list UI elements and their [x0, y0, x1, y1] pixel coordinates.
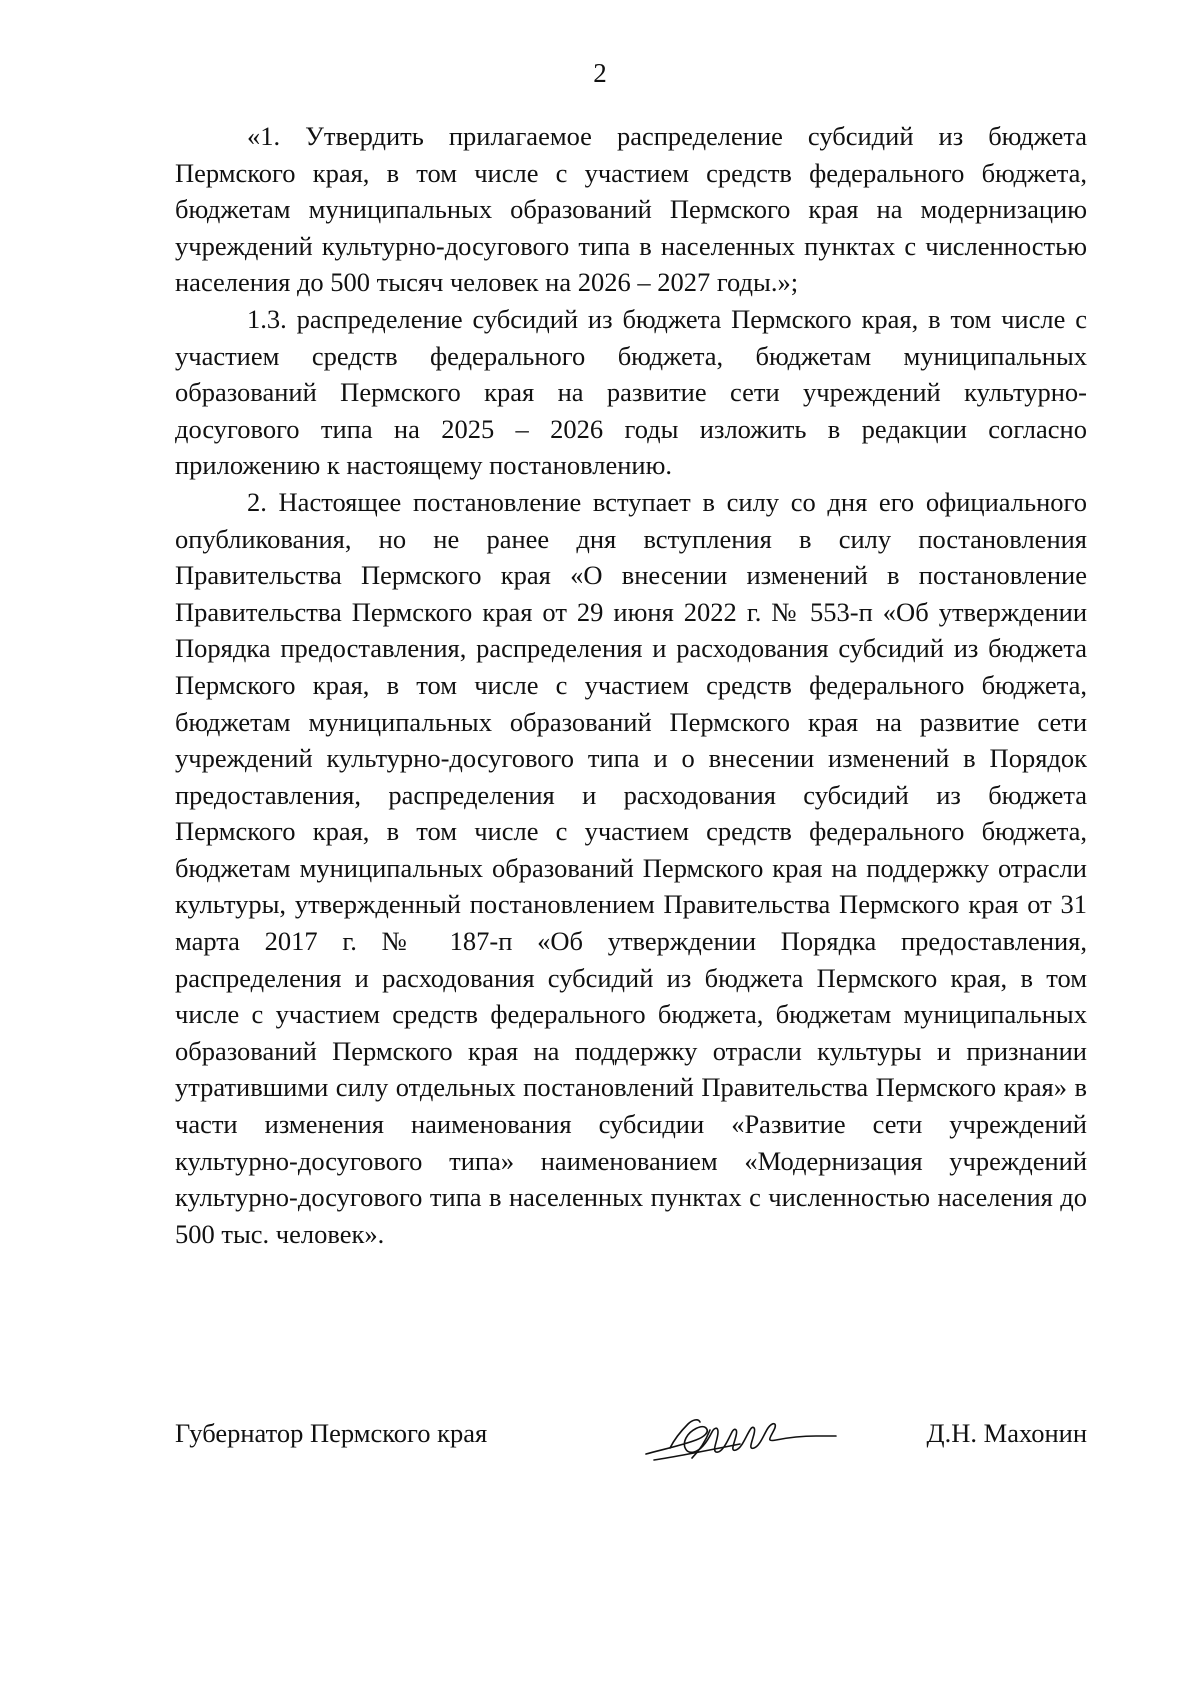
signatory-position: Губернатор Пермского края — [175, 1418, 488, 1448]
signatory-name: Д.Н. Махонин — [926, 1418, 1087, 1448]
handwritten-signature-icon — [640, 1410, 840, 1468]
paragraph-item-1-3: 1.3. распределение субсидий из бюджета Пермского края, в том числе с участием средств федерального бюджета, бюджетам муниципальных образований Пермского края на развитие сети учреждений культурно-досугового типа на 2025 – 2026 годы изложить в редакции согласно приложению к настоящему постановлению. — [175, 303, 1087, 481]
page-number: 2 — [593, 58, 607, 88]
paragraph-item-1: «1. Утвердить прилагаемое распределение субсидий из бюджета Пермского края, в том числе с участием средств федерального бюджета, бюджетам муниципальных образований Пермского края на модернизацию учреждений культурно-досугового типа в населенных пунктах с численностью населения до 500 тысяч человек на 2026 – 2027 годы.»; — [175, 121, 1087, 298]
signature-block — [175, 1410, 1087, 1470]
document-body — [175, 118, 1087, 1252]
paragraph-item-2: 2. Настоящее постановление вступает в силу со дня его официального опубликования, но не ранее дня вступления в силу постановления Правительства Пермского края «О внесении изменений в постановление Правительства Пермского края от 29 июня 2022 г. № 553-п «Об утверждении Порядка предоставления, распределения и расходования субсидий из бюджета Пермского края, в том числе с участием средств федерального бюджета, бюджетам муниципальных образований Пермского края на развитие сети учреждений культурно-досугового типа и о внесении изменений в Порядок предоставления, распределения и расходования субсидий из бюджета Пермского края, в том числе с участием средств федерального бюджета, бюджетам муниципальных образований Пермского края на поддержку отрасли культуры, утвержденный постановлением Правительства Пермского края от 31 марта 2017 г. № 187-п «Об утверждении Порядка предоставления, распределения и расходования субсидий из бюджета Пермского края, в том числе с участием средств федерального бюджета, бюджетам муниципальных образований Пермского края на поддержку отрасли культуры и признании утратившими силу отдельных постановлений Правительства Пермского края» в части изменения наименования субсидии «Развитие сети учреждений культурно-досугового типа» наименованием «Модернизация учреждений культурно-досугового типа в населенных пунктах с численностью населения до 500 тыс. человек». — [175, 486, 1087, 1249]
